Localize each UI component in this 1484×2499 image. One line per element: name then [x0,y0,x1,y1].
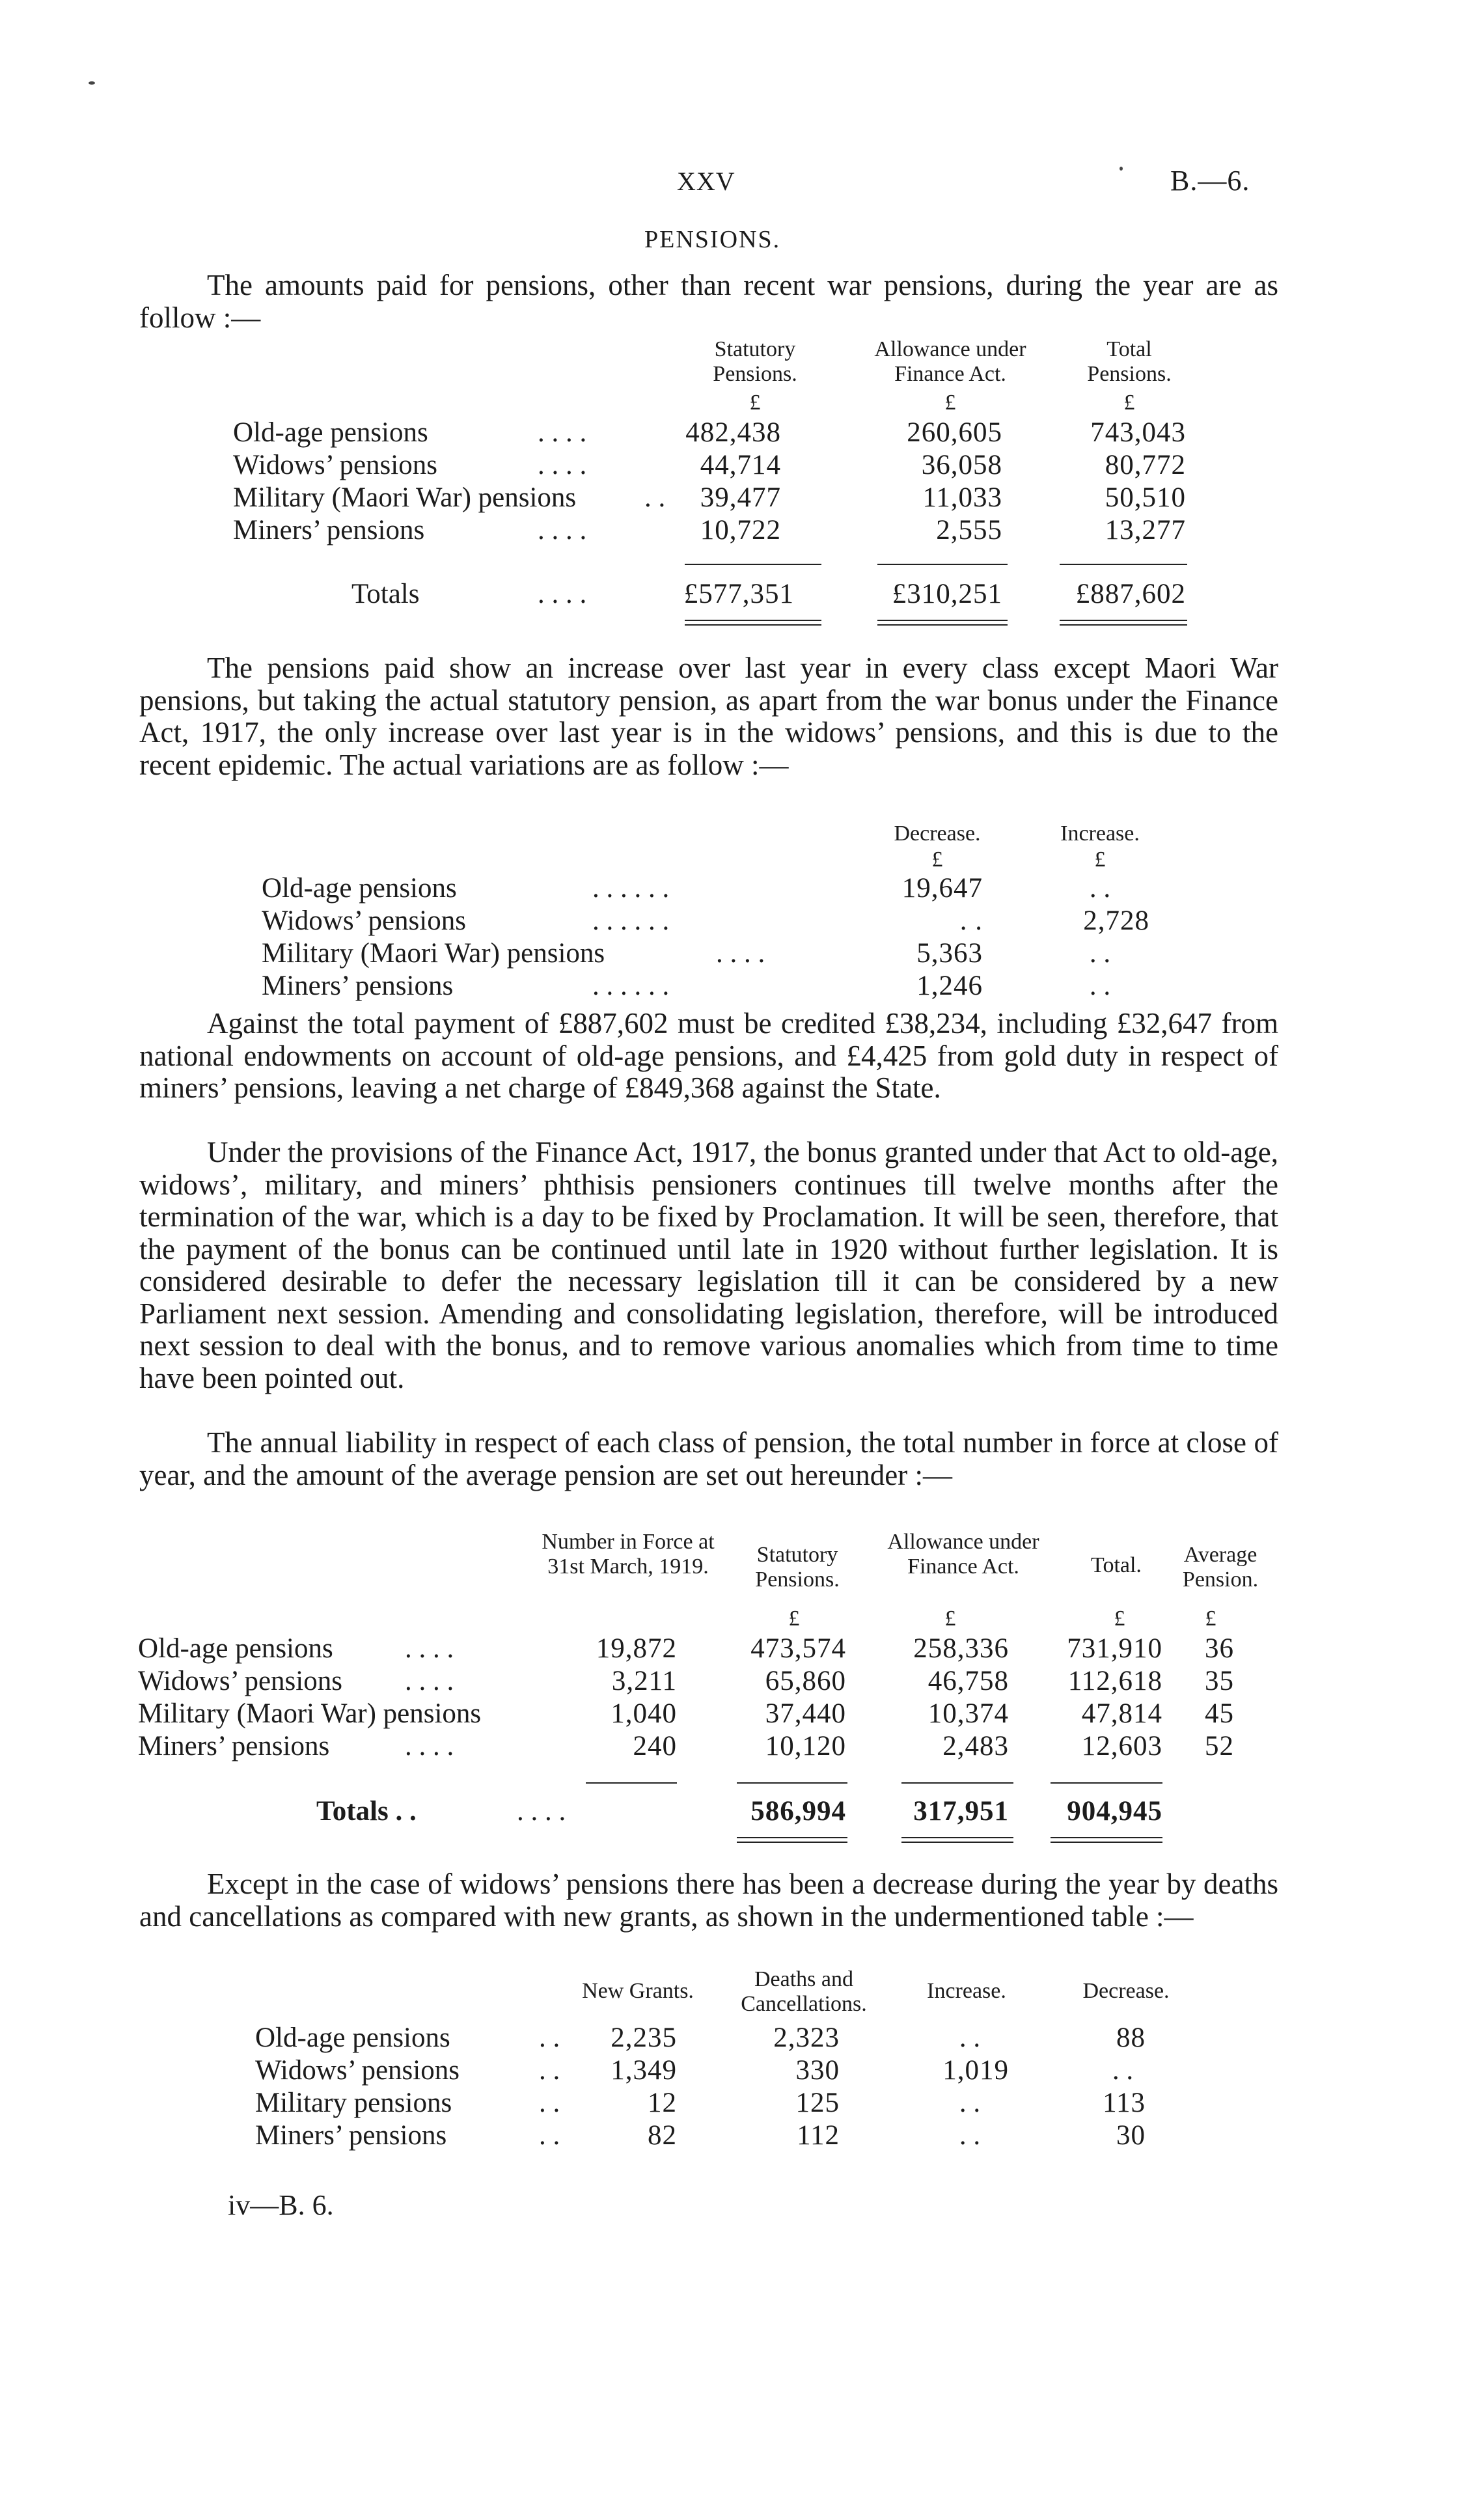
col-header-statutory: Statutory Pensions. [713,337,797,386]
total-cell: 317,951 [913,1796,1009,1827]
row-label: Old-age pensions [138,1633,333,1664]
double-rule [685,620,821,626]
col-header-new-grants: New Grants. [582,1979,694,2003]
row-label: Miners’ pensions [255,2120,447,2151]
dot-leader: . . . . [538,450,587,480]
col-header-allowance: Allowance under Finance Act. [874,337,1026,386]
table-cell: 13,277 [1105,515,1186,545]
currency-symbol: £ [931,848,943,872]
row-label: Military pensions [255,2088,452,2118]
dot-leader: . . . . [716,938,765,969]
row-label: Miners’ pensions [233,515,425,545]
dot-leader: . . . . . . [592,905,670,936]
table-cell: . . [1089,873,1111,904]
intro-paragraph: The amounts paid for pensions, other than recent war pensions, during the year are as follow :— [139,269,1278,334]
table-cell: 113 [1103,2088,1146,2118]
col-header-increase: Increase. [927,1979,1006,2003]
currency-symbol: £ [1205,1607,1216,1631]
table-cell: 30 [1116,2120,1146,2151]
table-cell: 36 [1205,1633,1234,1664]
table-cell: 2,483 [942,1731,1009,1761]
dot-leader: . . . . [538,579,587,609]
table-cell: 80,772 [1105,450,1186,480]
total-cell: £887,602 [1075,579,1186,609]
col-header-number-in-force: Number in Force at 31st March, 1919. [542,1530,715,1579]
row-label: Military (Maori War) pensions [233,482,577,513]
col-header-average: Average Pension. [1182,1543,1259,1592]
col-header-total: Total Pensions. [1087,337,1172,386]
printer-signature: iv—B. 6. [228,2189,334,2221]
table-cell: 44,714 [700,450,781,480]
rule-line [1060,564,1187,565]
currency-symbol: £ [1123,391,1135,415]
dot-leader: . . [539,2023,560,2053]
table-cell: . . [1089,938,1111,969]
total-cell: 904,945 [1067,1796,1162,1827]
table-cell: 1,349 [611,2055,677,2086]
dot-leader: . . . . [538,515,587,545]
double-rule [737,1837,847,1843]
speck [1120,167,1123,171]
rule-line [685,564,821,565]
table-cell: 260,605 [907,417,1002,448]
finance-act-paragraph: Under the provisions of the Finance Act, 1917, the bonus granted under that Act to old-age, widows’, military, and miners’ phthisis pensioners continues till twelve months after the termination of the war, which is a day to be fixed by Proclamation. It will be seen, therefore, that the payment of the bonus can be continued until late in 1920 without further legislation. It is considered desirable to defer the necessary legislation till it can be considered by a new Parliament next session. Amending and consolidating legislation, therefore, will be introduced next session to deal with the bonus, and to remove various anomalies which from time to time have been pointed out. [139,1136,1278,1394]
row-label: Widows’ pensions [255,2055,460,2086]
col-header-total: Total. [1091,1553,1142,1577]
rule-line [737,1782,847,1784]
table-cell: 88 [1116,2023,1146,2053]
row-label: Widows’ pensions [262,905,466,936]
table-cell: 11,033 [922,482,1002,513]
table-cell: 12 [648,2088,677,2118]
document-reference: B.—6. [1170,165,1250,197]
total-cell: £577,351 [683,579,794,609]
table-cell: 10,120 [765,1731,846,1761]
table-cell: 12,603 [1081,1731,1162,1761]
variation-paragraph: The pensions paid show an increase over last year in every class except Maori War pensions, but taking the actual statutory pension, as apart from the war bonus under the Finance Act, 1917, the only increase over last year is in the widows’ pensions, and this is due to the recent epidemic. The actual variations are as follow :— [139,652,1278,781]
table-cell: 473,574 [750,1633,846,1664]
table-cell: 37,440 [765,1698,846,1729]
row-label: Old-age pensions [262,873,457,904]
table-cell: 731,910 [1067,1633,1162,1664]
row-label: Miners’ pensions [262,971,454,1001]
totals-label: Totals [351,579,420,609]
row-label: Widows’ pensions [138,1666,342,1696]
total-cell: £310,251 [892,579,1002,609]
dot-leader: . . . . . . [592,971,670,1001]
col-header-deaths: Deaths and Cancellations. [741,1967,867,2016]
table-cell: 330 [795,2055,840,2086]
dot-leader: . . . . [517,1796,566,1827]
table-cell: 5,363 [916,938,983,969]
dot-leader: . . [539,2055,560,2086]
table-cell: . . [959,2023,981,2053]
table-cell: 2,555 [936,515,1002,545]
totals-label: Totals . . [316,1796,417,1827]
double-rule [877,620,1008,626]
credit-paragraph: Against the total payment of £887,602 must be credited £38,234, including £32,647 from national endowments on account of old-age pensions, and £4,425 from gold duty in respect of miners’ pensions, leaving a net charge of £849,368 against the State. [139,1007,1278,1104]
row-label: Old-age pensions [233,417,428,448]
table-cell: 39,477 [700,482,781,513]
dot-leader: . . . . [405,1731,454,1761]
dot-leader: . . . . [405,1666,454,1696]
table-cell: 2,728 [1083,905,1149,936]
table-cell: 240 [633,1731,677,1761]
double-rule [1051,1837,1162,1843]
table-cell: 2,323 [773,2023,840,2053]
row-label: Old-age pensions [255,2023,450,2053]
table-cell: 50,510 [1105,482,1186,513]
currency-symbol: £ [749,391,761,415]
rule-line [877,564,1008,565]
grants-paragraph: Except in the case of widows’ pensions there has been a decrease during the year by deaths and cancellations as compared with new grants, as shown in the undermentioned table :— [139,1868,1278,1933]
table-cell: 1,246 [916,971,983,1001]
table-cell: 1,040 [611,1698,677,1729]
table-cell: 1,019 [942,2055,1009,2086]
currency-symbol: £ [944,391,956,415]
dot-leader: . . [539,2120,560,2151]
dot-leader: . . . . . . [592,873,670,904]
dot-leader: . . [644,482,666,513]
table-cell: 10,374 [928,1698,1009,1729]
page-number: XXV [677,167,735,196]
table-cell: 52 [1205,1731,1234,1761]
rule-line [1051,1782,1162,1784]
col-header-decrease: Decrease. [1082,1979,1170,2003]
table-cell: . . [959,2088,981,2118]
dot-leader: . . [539,2088,560,2118]
table-cell: 36,058 [921,450,1002,480]
currency-symbol: £ [788,1607,800,1631]
table-cell: 482,438 [685,417,781,448]
row-label: Widows’ pensions [233,450,437,480]
table-cell: 3,211 [611,1666,677,1696]
double-rule [1060,620,1187,626]
rule-line [901,1782,1013,1784]
currency-symbol: £ [1114,1607,1125,1631]
table-cell: 112 [797,2120,840,2151]
currency-symbol: £ [944,1607,956,1631]
row-label: Military (Maori War) pensions [262,938,605,969]
table-cell: 47,814 [1081,1698,1162,1729]
table-cell: 82 [648,2120,677,2151]
table-cell: 743,043 [1090,417,1186,448]
col-header-decrease: Decrease. [894,821,981,846]
table-cell: . . [1112,2055,1134,2086]
table-cell: 46,758 [928,1666,1009,1696]
table-cell: 19,872 [596,1633,677,1664]
liability-paragraph: The annual liability in respect of each class of pension, the total number in force at close of year, and the amount of the average pension are set out hereunder :— [139,1426,1278,1491]
col-header-increase: Increase. [1060,821,1140,846]
section-title: PENSIONS. [644,226,781,253]
row-label: Miners’ pensions [138,1731,330,1761]
rule-line [586,1782,677,1784]
table-cell: . . [959,905,983,936]
col-header-statutory: Statutory Pensions. [755,1543,840,1592]
table-cell: . . [959,2120,981,2151]
table-cell: 65,860 [765,1666,846,1696]
table-cell: 19,647 [901,873,983,904]
speck [89,81,95,85]
total-cell: 586,994 [750,1796,846,1827]
table-cell: 125 [795,2088,840,2118]
row-label: Military (Maori War) pensions [138,1698,482,1729]
table-cell: 112,618 [1067,1666,1162,1696]
table-cell: 10,722 [700,515,781,545]
table-cell: . . [1089,971,1111,1001]
table-cell: 35 [1205,1666,1234,1696]
table-cell: 258,336 [913,1633,1009,1664]
dot-leader: . . . . [538,417,587,448]
table-cell: 45 [1205,1698,1234,1729]
currency-symbol: £ [1094,848,1106,872]
double-rule [901,1837,1013,1843]
dot-leader: . . . . [405,1633,454,1664]
table-cell: 2,235 [611,2023,677,2053]
col-header-allowance: Allowance under Finance Act. [887,1530,1039,1579]
